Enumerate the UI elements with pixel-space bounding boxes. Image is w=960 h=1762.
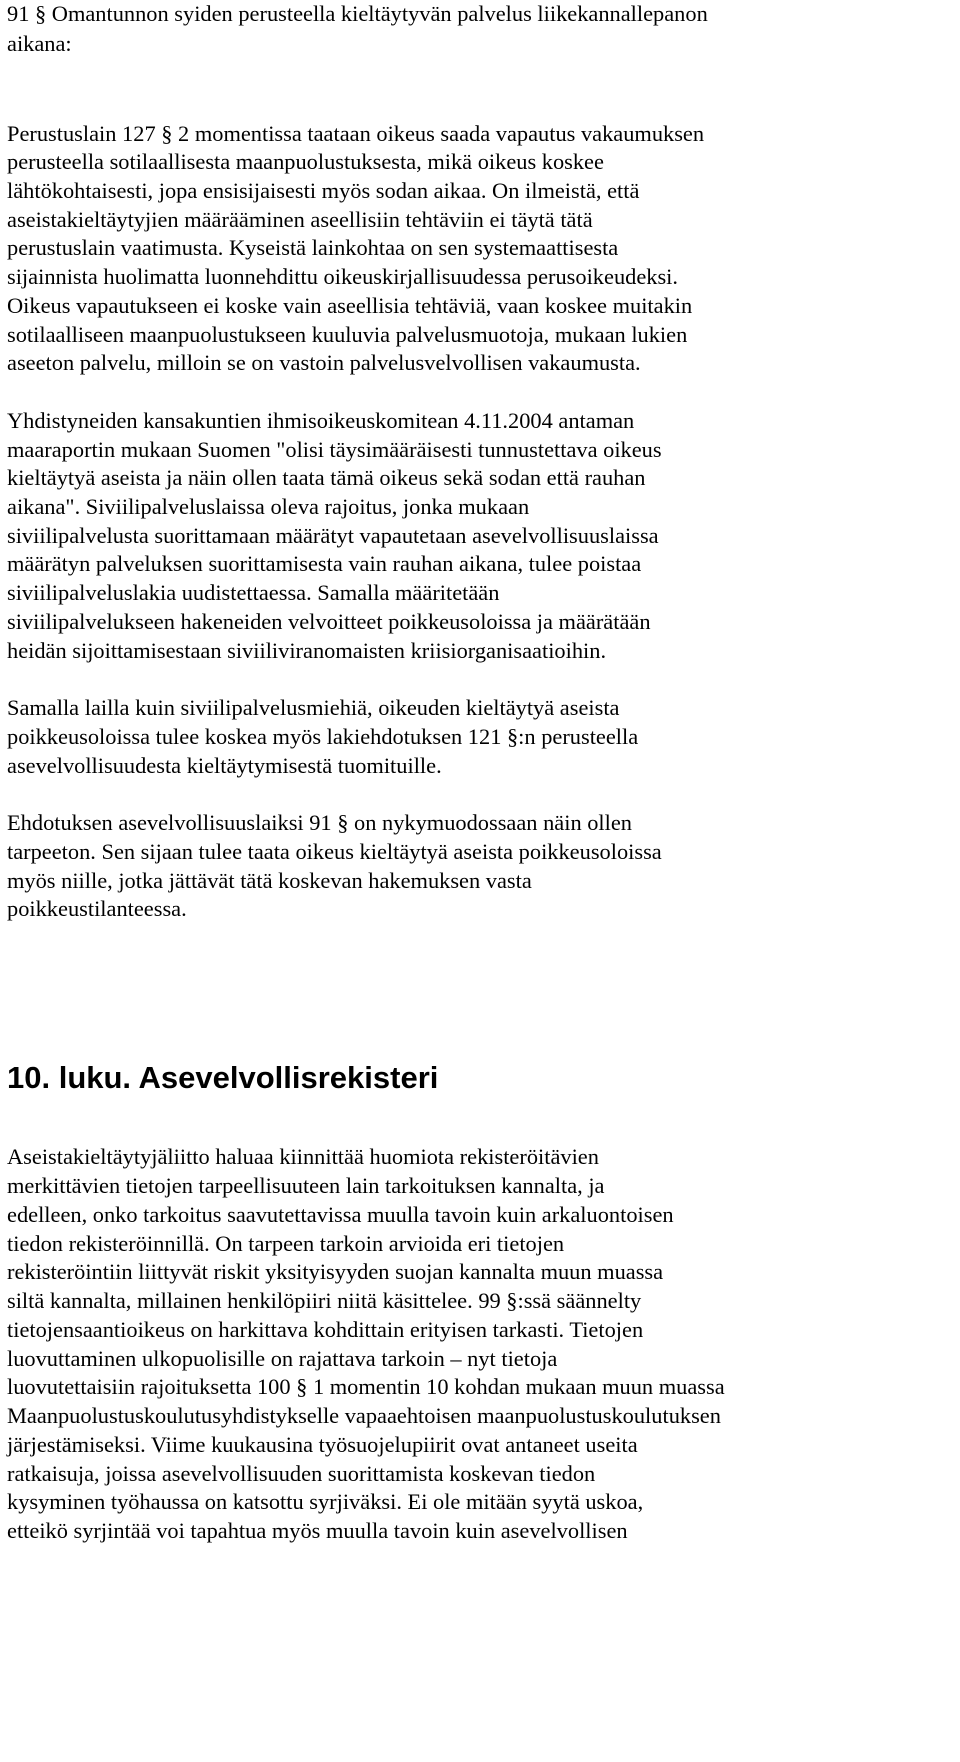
section-91-paragraph-1-line: aseeton palvelu, milloin se on vastoin palvelusvelvollisen vakaumusta. xyxy=(7,350,641,375)
chapter-10-paragraph-line: luovuttaminen ulkopuolisille on rajattava tarkoin – nyt tietoja xyxy=(7,1346,558,1371)
chapter-10-paragraph-line: tietojensaantioikeus on harkittava kohdittain erityisen tarkasti. Tietojen xyxy=(7,1317,644,1342)
section-91-paragraph-1-line: perusteella sotilaallisesta maanpuolustuksesta, mikä oikeus koskee xyxy=(7,149,604,174)
section-91-paragraph-1-line: perustuslain vaatimusta. Kyseistä lainkohtaa on sen systemaattisesta xyxy=(7,235,619,260)
chapter-10-paragraph-line: etteikö syrjintää voi tapahtua myös muulla tavoin kuin asevelvollisen xyxy=(7,1518,628,1543)
section-91-paragraph-4-line: myös niille, jotka jättävät tätä koskevan hakemuksen vasta xyxy=(7,868,532,893)
section-91-paragraph-1-line: sotilaalliseen maanpuolustukseen kuuluvia palvelusmuotoja, mukaan lukien xyxy=(7,322,688,347)
section-91-paragraph-1-line: Oikeus vapautukseen ei koske vain aseellisia tehtäviä, vaan koskee muitakin xyxy=(7,293,693,318)
chapter-10-paragraph-line: rekisteröintiin liittyvät riskit yksityisyyden suojan kannalta muun muassa xyxy=(7,1259,664,1284)
section-91-paragraph-2-line: määrätyn palveluksen suorittamisesta vain rauhan aikana, tulee poistaa xyxy=(7,551,642,576)
section-91-paragraph-2-line: siviilipalvelukseen hakeneiden velvoitteet poikkeusoloissa ja määrätään xyxy=(7,609,651,634)
section-91-title-line-2: aikana: xyxy=(7,31,72,56)
chapter-10-heading: 10. luku. Asevelvollisrekisteri xyxy=(7,1060,439,1095)
section-91-paragraph-3-line: poikkeusoloissa tulee koskea myös lakiehdotuksen 121 §:n perusteella xyxy=(7,724,639,749)
chapter-10-paragraph-line: edelleen, onko tarkoitus saavutettavissa muulla tavoin kuin arkaluontoisen xyxy=(7,1202,674,1227)
section-91-paragraph-1-line: Perustuslain 127 § 2 momentissa taataan oikeus saada vapautus vakaumuksen xyxy=(7,121,705,146)
section-91-paragraph-1-line: lähtökohtaisesti, jopa ensisijaisesti myös sodan aikaa. On ilmeistä, että xyxy=(7,178,640,203)
chapter-10-paragraph-line: siltä kannalta, millainen henkilöpiiri niitä käsittelee. 99 §:ssä säännelty xyxy=(7,1288,642,1313)
section-91-paragraph-2-line: kieltäytyä aseista ja näin ollen taata tämä oikeus sekä sodan että rauhan xyxy=(7,465,646,490)
chapter-10-paragraph-line: luovutettaisiin rajoituksetta 100 § 1 momentin 10 kohdan mukaan muun muassa xyxy=(7,1374,725,1399)
section-91-paragraph-3-line: Samalla lailla kuin siviilipalvelusmiehiä, oikeuden kieltäytyä aseista xyxy=(7,695,620,720)
chapter-10-paragraph-line: järjestämiseksi. Viime kuukausina työsuojelupiirit ovat antaneet useita xyxy=(7,1432,638,1457)
chapter-10-paragraph-line: kysyminen työhaussa on katsottu syrjiväksi. Ei ole mitään syytä uskoa, xyxy=(7,1489,644,1514)
section-91-paragraph-4-line: tarpeeton. Sen sijaan tulee taata oikeus kieltäytyä aseista poikkeusoloissa xyxy=(7,839,662,864)
section-91-paragraph-1-line: aseistakieltäytyjien määrääminen aseellisiin tehtäviin ei täytä tätä xyxy=(7,207,593,232)
section-91-paragraph-2-line: siviilipalveluslakia uudistettaessa. Samalla määritetään xyxy=(7,580,500,605)
section-91-title-line-1: 91 § Omantunnon syiden perusteella kieltäytyvän palvelus liikekannallepanon xyxy=(7,1,708,26)
section-91-paragraph-2-line: siviilipalvelusta suorittamaan määrätyt vapautetaan asevelvollisuuslaissa xyxy=(7,523,659,548)
section-91-paragraph-2-line: aikana". Siviilipalveluslaissa oleva rajoitus, jonka mukaan xyxy=(7,494,530,519)
chapter-10-paragraph-line: Aseistakieltäytyjäliitto haluaa kiinnittää huomiota rekisteröitävien xyxy=(7,1144,599,1169)
section-91-paragraph-2-line: Yhdistyneiden kansakuntien ihmisoikeuskomitean 4.11.2004 antaman xyxy=(7,408,635,433)
section-91-paragraph-4-line: poikkeustilanteessa. xyxy=(7,896,187,921)
chapter-10-paragraph-line: ratkaisuja, joissa asevelvollisuuden suorittamista koskevan tiedon xyxy=(7,1461,596,1486)
section-91-paragraph-2-line: maaraportin mukaan Suomen "olisi täysimääräisesti tunnustettava oikeus xyxy=(7,437,662,462)
section-91-paragraph-3-line: asevelvollisuudesta kieltäytymisestä tuomituille. xyxy=(7,753,442,778)
section-91-paragraph-1-line: sijainnista huolimatta luonnehdittu oikeuskirjallisuudessa perusoikeudeksi. xyxy=(7,264,678,289)
section-91-paragraph-2-line: heidän sijoittamisestaan siviiliviranomaisten kriisiorganisaatioihin. xyxy=(7,638,607,663)
chapter-10-paragraph-line: Maanpuolustuskoulutusyhdistykselle vapaaehtoisen maanpuolustuskoulutuksen xyxy=(7,1403,721,1428)
section-91-paragraph-4-line: Ehdotuksen asevelvollisuuslaiksi 91 § on nykymuodossaan näin ollen xyxy=(7,810,633,835)
chapter-10-paragraph-line: merkittävien tietojen tarpeellisuuteen lain tarkoituksen kannalta, ja xyxy=(7,1173,605,1198)
chapter-10-paragraph-line: tiedon rekisteröinnillä. On tarpeen tarkoin arvioida eri tietojen xyxy=(7,1231,565,1256)
